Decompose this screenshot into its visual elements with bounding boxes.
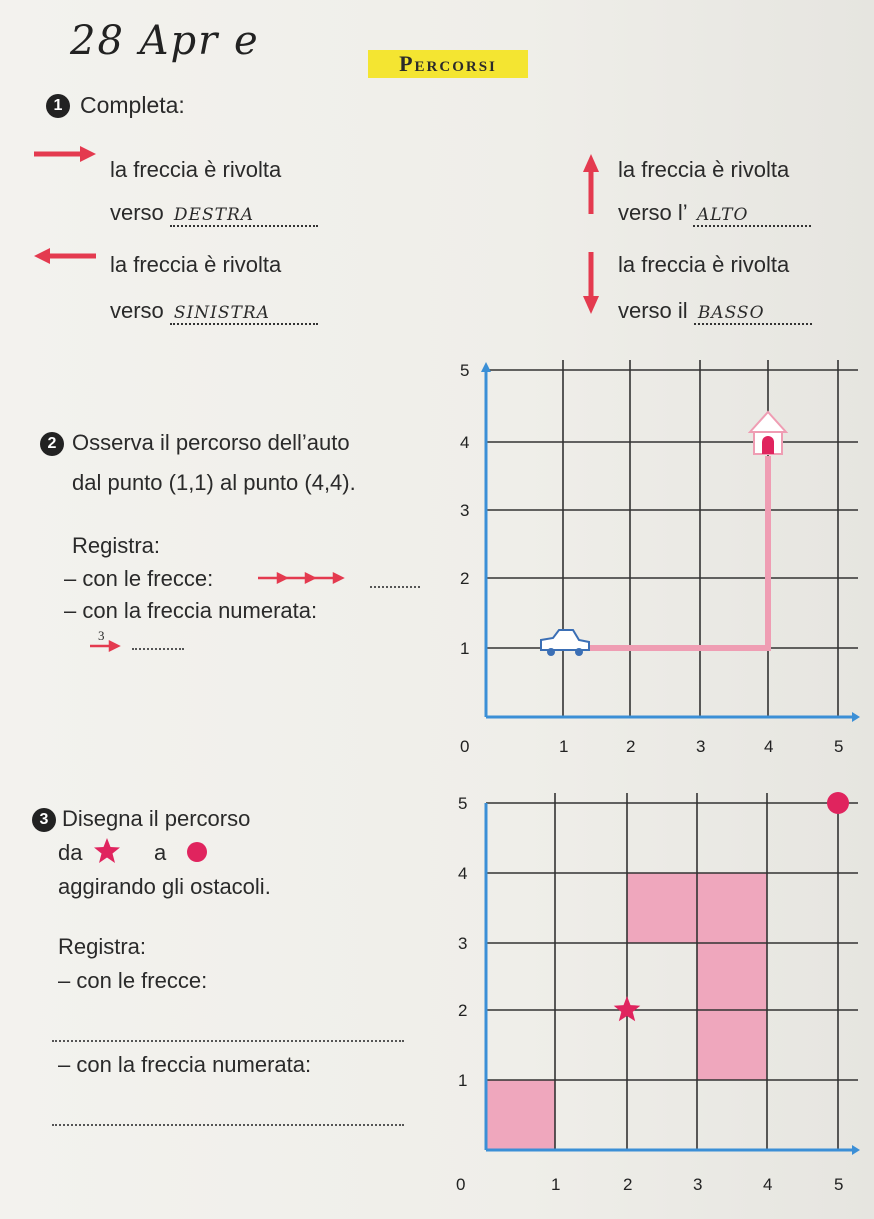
- obstacle-cell: [697, 943, 767, 1010]
- x-axis-arrow-icon: [852, 712, 860, 722]
- ex1-item3-answer[interactable]: SINISTRA: [170, 303, 318, 325]
- ex2-arrow-number: 3: [98, 628, 105, 643]
- obstacle-cell: [627, 873, 697, 943]
- x-tick-label: 0: [460, 737, 470, 756]
- ex2-frecce-answer-line[interactable]: [370, 586, 420, 588]
- y-tick-label: 3: [458, 934, 468, 953]
- car-icon: [541, 630, 589, 650]
- ex3-da: da: [58, 840, 83, 865]
- ex1-item2-verso-row: [618, 200, 811, 227]
- car-wheel: [547, 648, 555, 656]
- x-tick-label: 1: [551, 1175, 561, 1194]
- ex1-item3-text: la freccia è rivolta: [110, 252, 282, 277]
- star-icon: [614, 996, 641, 1021]
- y-tick-label: 3: [460, 501, 470, 520]
- x-tick-label: 1: [559, 737, 569, 756]
- arrow-up-icon: [583, 154, 599, 214]
- x-tick-label: 0: [456, 1175, 466, 1194]
- ex1-item1-answer[interactable]: DESTRA: [170, 205, 318, 227]
- house-icon: [754, 432, 782, 454]
- y-tick-label: 4: [458, 864, 468, 883]
- ex3-frecce-answer-line[interactable]: [52, 1040, 404, 1042]
- car-path: [583, 456, 768, 648]
- y-tick-label: 2: [460, 569, 470, 588]
- y-tick-label: 2: [458, 1001, 468, 1020]
- star-icon: [94, 838, 120, 863]
- ex1-item1-verso: verso: [110, 200, 164, 225]
- ex1-item2-verso: verso l’: [618, 200, 687, 225]
- house-roof-icon: [750, 412, 786, 432]
- x-tick-label: 5: [834, 1175, 844, 1194]
- x-axis-arrow-icon: [852, 1145, 860, 1155]
- y-tick-label: 1: [460, 639, 470, 658]
- y-tick-label: 5: [458, 794, 468, 813]
- ex1-item2-text: la freccia è rivolta: [618, 157, 790, 182]
- ex1-item4-verso: verso il: [618, 298, 688, 323]
- ex1-item3-verso-row: [110, 298, 318, 325]
- ex1-number: 1: [46, 94, 70, 118]
- x-tick-label: 4: [764, 737, 774, 756]
- ex2-numerata-answer-line[interactable]: [132, 648, 184, 650]
- ex3-numerata-answer-line[interactable]: [52, 1124, 404, 1126]
- ex2-number: 2: [40, 432, 64, 456]
- ex3-line1: Disegna il percorso: [62, 806, 251, 831]
- ex3-numerata: – con la freccia numerata:: [58, 1052, 312, 1077]
- x-tick-label: 5: [834, 737, 844, 756]
- x-tick-label: 2: [623, 1175, 633, 1194]
- y-tick-label: 5: [460, 361, 470, 380]
- ex3-number: 3: [32, 808, 56, 832]
- ex1-item4-text: la freccia è rivolta: [618, 252, 790, 277]
- arrow-left-icon: [34, 248, 96, 264]
- obstacle-cell: [486, 1080, 555, 1150]
- x-tick-label: 4: [763, 1175, 773, 1194]
- ex2-frecce: – con le frecce:: [64, 566, 214, 591]
- dot-icon: [187, 842, 207, 862]
- ex1-item4-answer[interactable]: BASSO: [694, 303, 812, 325]
- obstacle-cell: [697, 873, 767, 943]
- arrow-down-icon: [583, 252, 599, 314]
- ex1-item4-verso-row: [618, 298, 812, 325]
- ex2-line1: Osserva il percorso dell’auto: [72, 430, 350, 455]
- ex3-line3: aggirando gli ostacoli.: [58, 874, 271, 899]
- ex1-item1-verso-row: [110, 200, 318, 227]
- ex1-instruction: Completa:: [80, 92, 185, 118]
- y-tick-label: 1: [458, 1071, 468, 1090]
- ex1-item1-text: la freccia è rivolta: [110, 157, 282, 182]
- ex1-item3-verso: verso: [110, 298, 164, 323]
- ex2-numerata: – con la freccia numerata:: [64, 598, 318, 623]
- ex3-frecce: – con le frecce:: [58, 968, 208, 993]
- obstacle-cell: [697, 1010, 767, 1080]
- y-axis-arrow-icon: [481, 362, 491, 372]
- x-tick-label: 3: [696, 737, 706, 756]
- dot-icon: [827, 792, 849, 814]
- arrow-right-icon: [34, 146, 96, 162]
- ex3-registra: Registra:: [58, 934, 147, 959]
- car-wheel: [575, 648, 583, 656]
- ex2-line2: dal punto (1,1) al punto (4,4).: [72, 470, 356, 495]
- small-right-arrows-icon: [258, 574, 342, 582]
- x-tick-label: 2: [626, 737, 636, 756]
- y-tick-label: 4: [460, 433, 470, 452]
- house-door-icon: [762, 436, 774, 454]
- handwritten-date: 28 Apr e: [70, 18, 260, 64]
- x-tick-label: 3: [693, 1175, 703, 1194]
- car-body: [541, 630, 589, 650]
- ex2-registra: Registra:: [72, 533, 161, 558]
- ex1-item2-answer[interactable]: ALTO: [693, 205, 811, 227]
- page-title: Percorsi: [368, 50, 528, 78]
- ex3-a: a: [154, 840, 167, 865]
